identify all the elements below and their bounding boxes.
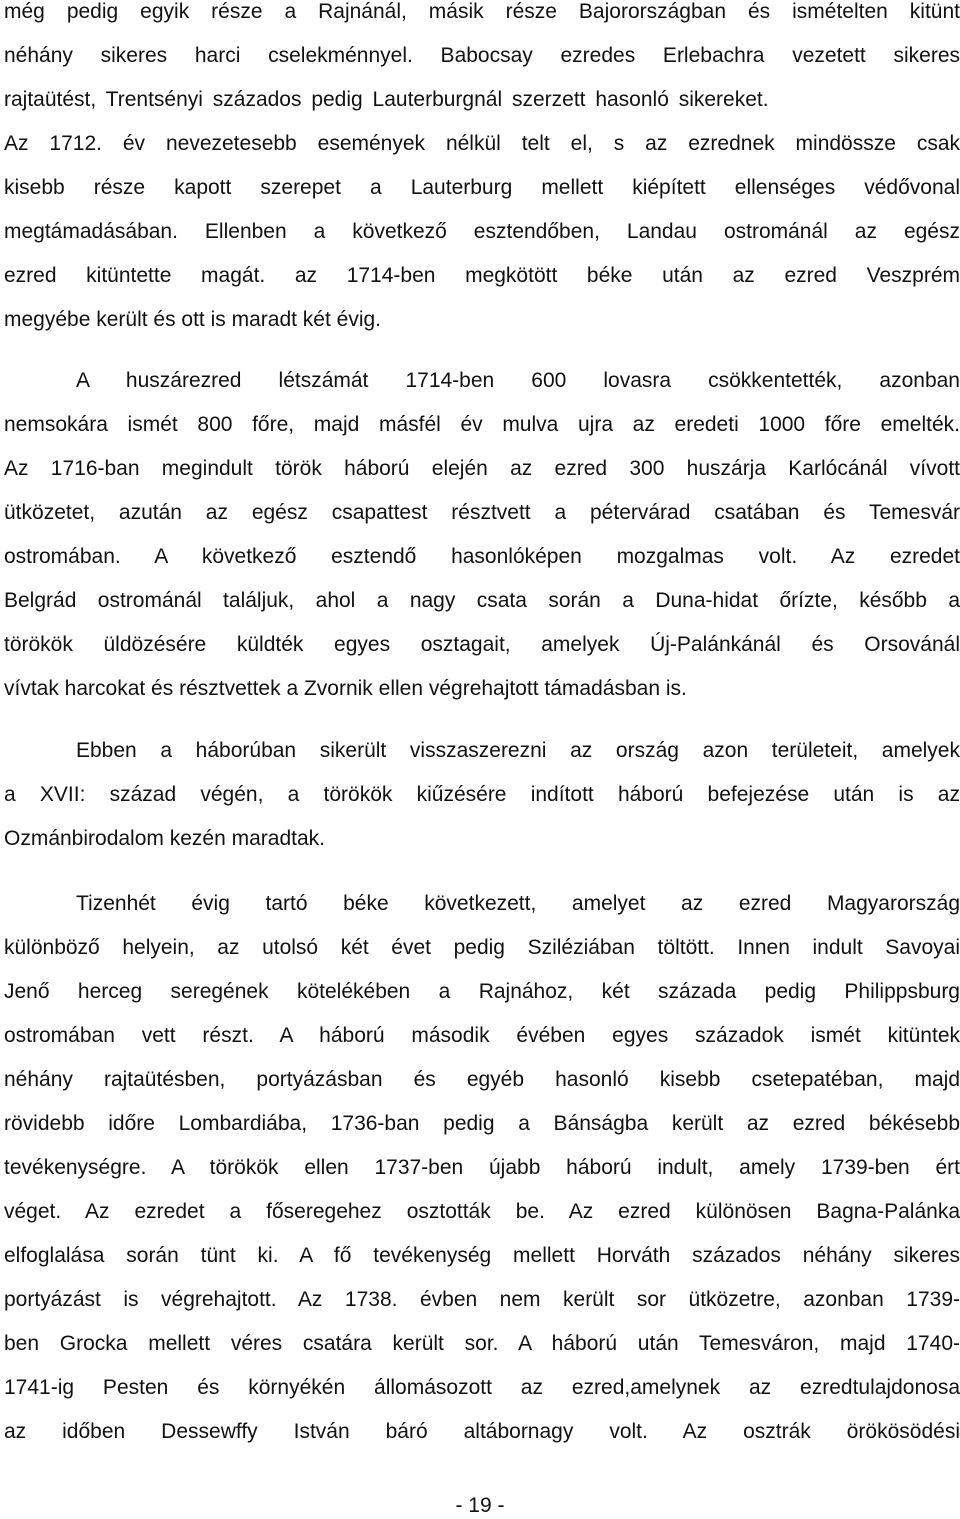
text-line: Ozmánbirodalom kezén maradtak. xyxy=(4,827,325,850)
text-line: A huszárezred létszámát 1714-ben 600 lovasra csökkentették, azonban xyxy=(76,369,960,392)
text-line: kisebb része kapott szerepet a Lauterburg mellett kiépített ellenséges védővonal xyxy=(4,176,960,199)
text-line: ben Grocka mellett véres csatára került sor. A háború után Temesváron, majd 1740- xyxy=(4,1332,960,1355)
text-line: néhány sikeres harci cselekménnyel. Babocsay ezredes Erlebachra vezetett sikeres xyxy=(4,44,960,67)
page-number: - 19 - xyxy=(455,1494,505,1517)
text-line: ezred kitüntette magát. az 1714-ben megkötött béke után az ezred Veszprém xyxy=(4,264,960,287)
text-line: Az 1716-ban megindult török háború elején az ezred 300 huszárja Karlócánál vívott xyxy=(4,457,960,480)
text-line: rövidebb időre Lombardiába, 1736-ban pedig a Bánságba került az ezred békésebb xyxy=(4,1112,960,1135)
text-line: törökök üldözésére küldték egyes osztagait, amelyek Új-Palánkánál és Orsovánál xyxy=(4,633,960,656)
text-line: Belgrád ostrománál találjuk, ahol a nagy csata során a Duna-hidat őrízte, később a xyxy=(4,589,960,612)
text-line: néhány rajtaütésben, portyázásban és egyéb hasonló kisebb csetepatéban, majd xyxy=(4,1068,960,1091)
text-line: 1741-ig Pesten és környékén állomásozott az ezred,amelynek az ezredtulajdonosa xyxy=(4,1376,960,1399)
text-line: megtámadásában. Ellenben a következő esztendőben, Landau ostrománál az egész xyxy=(4,220,960,243)
text-line: véget. Az ezredet a főseregehez osztották be. Az ezred különösen Bagna-Palánka xyxy=(4,1200,960,1223)
paragraph-4 xyxy=(4,882,960,1454)
text-line: a XVII: század végén, a törökök kiűzésére indított háború befejezése után is az xyxy=(4,783,960,806)
text-line: portyázást is végrehajtott. Az 1738. évben nem került sor ütközetre, azonban 1739- xyxy=(4,1288,960,1311)
text-line: megyébe került és ott is maradt két évig. xyxy=(4,308,382,331)
text-line: ostromában vett részt. A háború második évében egyes századok ismét kitüntek xyxy=(4,1024,960,1047)
text-line: Jenő herceg seregének kötelékében a Rajnához, két százada pedig Philippsburg xyxy=(4,980,960,1003)
text-line: elfoglalása során tünt ki. A fő tevékenység mellett Horváth százados néhány sikeres xyxy=(4,1244,960,1267)
text-line: vívtak harcokat és résztvettek a Zvornik ellen végrehajtott támadásban is. xyxy=(4,677,687,700)
text-line: rajtaütést, Trentsényi százados pedig Lauterburgnál szerzett hasonló sikereket. xyxy=(4,88,769,111)
paragraph-1 xyxy=(4,0,960,342)
paragraph-3 xyxy=(4,729,960,861)
text-line: ostromában. A következő esztendő hasonlóképen mozgalmas volt. Az ezredet xyxy=(4,545,960,568)
text-line: az időben Dessewffy István báró altábornagy volt. Az osztrák örökösödési xyxy=(4,1420,960,1443)
text-line: Az 1712. év nevezetesebb események nélkül telt el, s az ezrednek mindössze csak xyxy=(4,132,960,155)
text-line: különböző helyein, az utolsó két évet pedig Sziléziában töltött. Innen indult Savoyai xyxy=(4,936,960,959)
text-line: Ebben a háborúban sikerült visszaszerezni az ország azon területeit, amelyek xyxy=(76,739,960,762)
text-line: ütközetet, azután az egész csapattest résztvett a pétervárad csatában és Temesvár xyxy=(4,501,960,524)
text-line: még pedig egyik része a Rajnánál, másik része Bajorországban és ismételten kitünt xyxy=(4,0,960,23)
text-line: tevékenységre. A törökök ellen 1737-ben újabb háború indult, amely 1739-ben ért xyxy=(4,1156,960,1179)
text-line: nemsokára ismét 800 főre, majd másfél év mulva ujra az eredeti 1000 főre emelték. xyxy=(4,413,960,436)
paragraph-2 xyxy=(4,359,960,711)
text-line: Tizenhét évig tartó béke következett, amelyet az ezred Magyarország xyxy=(76,892,960,915)
